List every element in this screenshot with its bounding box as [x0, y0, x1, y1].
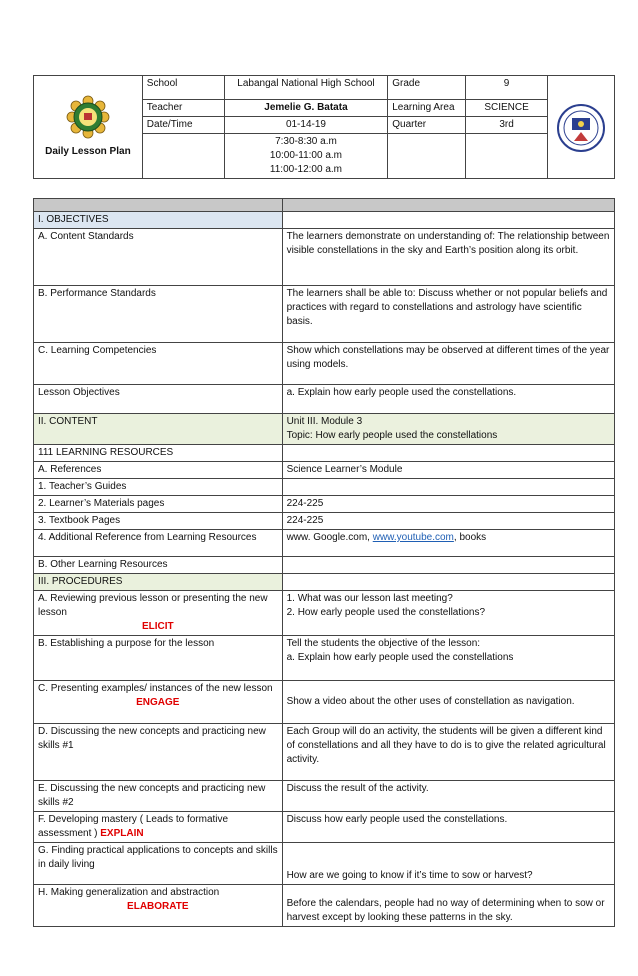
header-table: [33, 75, 615, 179]
presenting-value: Show a video about the other uses of constellation as navigation.: [282, 681, 614, 724]
times-cell: [224, 134, 388, 179]
empty-cell: [388, 134, 466, 179]
lesson-obj-label: Lesson Objectives: [34, 385, 283, 414]
youtube-link[interactable]: www.youtube.com: [372, 532, 454, 543]
date-label: Date/Time: [142, 117, 224, 134]
teachers-guides-label: 1. Teacher’s Guides: [34, 479, 283, 496]
content-value: [282, 414, 614, 445]
explain-tag: EXPLAIN: [100, 828, 144, 839]
table-row: [34, 812, 615, 843]
mastery-label: F. Developing mastery ( Leads to formative assessment ): [38, 814, 229, 839]
table-row: [34, 445, 615, 462]
table-row: [34, 574, 615, 591]
area-label: Learning Area: [388, 100, 466, 117]
header-row: [34, 199, 615, 212]
reviewing-value: [282, 591, 614, 636]
empty-cell: [466, 134, 548, 179]
content-value-1: Unit III. Module 3: [286, 416, 363, 427]
additional-label: 4. Additional Reference from Learning Resources: [34, 530, 283, 557]
quarter-value: 3rd: [466, 117, 548, 134]
performance-value: The learners shall be able to: Discuss whether or not popular beliefs and practices with regard to constellations and astrology have scientific basis.: [282, 286, 614, 343]
mastery-label-cell: [34, 812, 283, 843]
elaborate-tag: ELABORATE: [127, 901, 189, 912]
table-row: [34, 479, 615, 496]
generalization-label: H. Making generalization and abstraction: [38, 887, 220, 898]
table-row: [34, 286, 615, 343]
procedures-label: III. PROCEDURES: [34, 574, 283, 591]
time-3: 11:00-12:00 a.m: [269, 164, 342, 175]
elicit-tag: ELICIT: [141, 621, 174, 632]
table-row: [34, 843, 615, 885]
mastery-value: Discuss how early people used the constellations.: [282, 812, 614, 843]
additional-value: [282, 530, 614, 557]
school-seal-icon: [64, 95, 112, 139]
area-value: SCIENCE: [466, 100, 548, 117]
textbook-value: 224-225: [282, 513, 614, 530]
discussing2-value: Discuss the result of the activity.: [282, 781, 614, 812]
engage-tag: ENGAGE: [136, 697, 180, 708]
table-row: [34, 462, 615, 479]
content-standards-value: The learners demonstrate on understanding of: The relationship between visible constellations in the sky and Earth’s position along its orbit.: [282, 229, 614, 286]
content-standards-label: A. Content Standards: [34, 229, 283, 286]
table-row: [34, 229, 615, 286]
time-1: 7:30-8:30 a.m: [275, 136, 337, 147]
objectives-label: I. OBJECTIVES: [34, 212, 283, 229]
plan-title-cell: [34, 76, 143, 179]
table-row: [34, 591, 615, 636]
date-value: 01-14-19: [224, 117, 388, 134]
table-row: [34, 212, 615, 229]
reviewing-value-2: 2. How early people used the constellations?: [286, 607, 486, 618]
table-row: [34, 513, 615, 530]
discussing1-label: D. Discussing the new concepts and practicing new skills #1: [34, 724, 283, 781]
table-row: [34, 681, 615, 724]
grade-value: 9: [466, 76, 548, 100]
generalization-value: Before the calendars, people had no way of determining when to sow or harvest except by looking these patterns in the sky.: [282, 885, 614, 927]
table-row: [34, 496, 615, 513]
table-row: [34, 636, 615, 681]
teacher-label: Teacher: [142, 100, 224, 117]
reviewing-label-cell: [34, 591, 283, 636]
additional-pre: www. Google.com,: [286, 532, 373, 543]
quarter-label: Quarter: [388, 117, 466, 134]
school-value: Labangal National High School: [224, 76, 388, 100]
additional-post: , books: [453, 532, 487, 543]
table-row: [34, 343, 615, 385]
reviewing-value-1: 1. What was our lesson last meeting?: [286, 593, 453, 604]
discussing1-value: Each Group will do an activity, the students will be given a different kind of constellations and all they have to do is to give the related agricultural activity.: [282, 724, 614, 781]
table-row: [34, 530, 615, 557]
purpose-value-1: Tell the students the objective of the lesson:: [286, 638, 481, 649]
grade-label: Grade: [388, 76, 466, 100]
purpose-value: [282, 636, 614, 681]
table-row: [34, 885, 615, 927]
references-label: A. References: [34, 462, 283, 479]
presenting-label-cell: [34, 681, 283, 724]
discussing2-label: E. Discussing the new concepts and practicing new skills #2: [34, 781, 283, 812]
presenting-label: C. Presenting examples/ instances of the new lesson: [38, 683, 273, 694]
performance-label: B. Performance Standards: [34, 286, 283, 343]
purpose-value-2: a. Explain how early people used the constellations: [286, 652, 514, 663]
references-value: Science Learner’s Module: [282, 462, 614, 479]
table-row: [34, 414, 615, 445]
deped-seal-cell: [547, 76, 614, 179]
applications-value: How are we going to know if it’s time to sow or harvest?: [282, 843, 614, 885]
content-label: II. CONTENT: [34, 414, 283, 445]
teacher-value: Jemelie G. Batata: [224, 100, 388, 117]
table-row: [34, 781, 615, 812]
deped-seal-icon: [556, 103, 606, 153]
school-label: School: [142, 76, 224, 100]
purpose-label: B. Establishing a purpose for the lesson: [34, 636, 283, 681]
content-value-2: Topic: How early people used the constellations: [286, 430, 498, 441]
lesson-plan-table: [33, 198, 615, 927]
lesson-obj-value: a. Explain how early people used the constellations.: [282, 385, 614, 414]
reviewing-label: A. Reviewing previous lesson or presenting the new lesson: [38, 593, 268, 618]
competencies-label: C. Learning Competencies: [34, 343, 283, 385]
time-2: 10:00-11:00 a.m: [269, 150, 342, 161]
other-label: B. Other Learning Resources: [34, 557, 283, 574]
materials-value: 224-225: [282, 496, 614, 513]
plan-title: Daily Lesson Plan: [45, 146, 131, 157]
table-row: [34, 724, 615, 781]
empty-cell: [142, 134, 224, 179]
resources-label: 111 LEARNING RESOURCES: [34, 445, 283, 462]
competencies-value: Show which constellations may be observed at different times of the year using models.: [282, 343, 614, 385]
table-row: [34, 385, 615, 414]
applications-label: G. Finding practical applications to concepts and skills in daily living: [34, 843, 283, 885]
generalization-label-cell: [34, 885, 283, 927]
materials-label: 2. Learner’s Materials pages: [34, 496, 283, 513]
table-row: [34, 557, 615, 574]
textbook-label: 3. Textbook Pages: [34, 513, 283, 530]
